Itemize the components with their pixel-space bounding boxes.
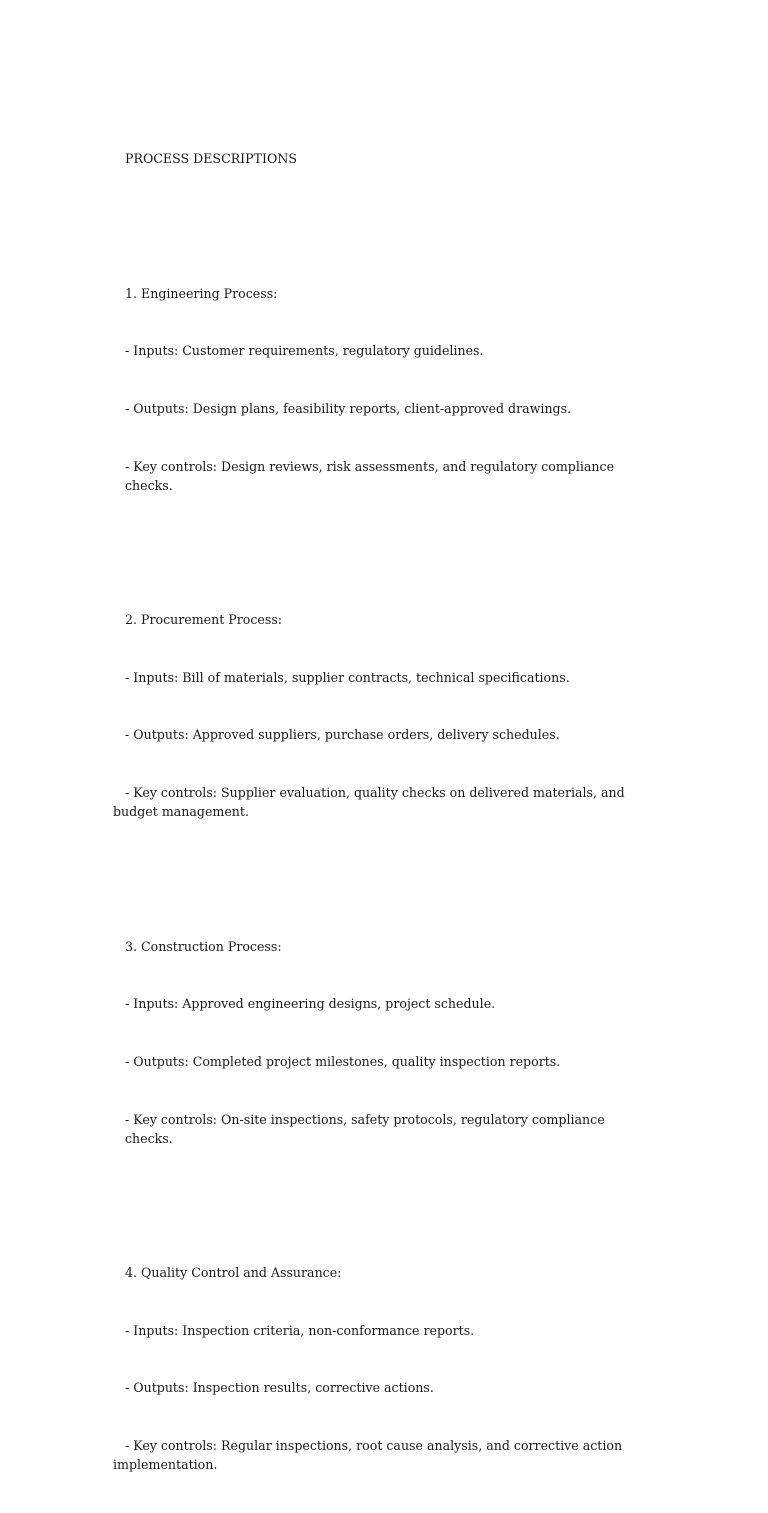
section-heading: 4. Quality Control and Assurance: xyxy=(125,1265,342,1281)
document-title: PROCESS DESCRIPTIONS xyxy=(125,151,297,167)
blank-line xyxy=(113,533,653,552)
section-key-controls: - Key controls: Regular inspections, root cause analysis, and corrective action implementation. xyxy=(113,1437,627,1473)
blank-line xyxy=(113,1186,653,1205)
section-inputs: - Inputs: Inspection criteria, non-conformance reports. xyxy=(125,1322,475,1338)
section-heading: 2. Procurement Process: xyxy=(125,612,283,628)
section-key-controls: - Key controls: On-site inspections, safety protocols, regulatory compliance checks. xyxy=(125,1111,609,1146)
section-key-controls: - Key controls: Design reviews, risk assessments, and regulatory compliance checks. xyxy=(125,458,619,493)
blank-line xyxy=(113,207,653,226)
section-outputs: - Outputs: Inspection results, corrective actions. xyxy=(125,1380,434,1396)
section-inputs: - Inputs: Approved engineering designs, project schedule. xyxy=(125,996,496,1012)
section-key-controls: - Key controls: Supplier evaluation, quality checks on delivered materials, and budget management. xyxy=(113,785,629,820)
section-inputs: - Inputs: Bill of materials, supplier contracts, technical specifications. xyxy=(125,669,570,685)
document-body xyxy=(113,111,653,1513)
section-outputs: - Outputs: Approved suppliers, purchase orders, delivery schedules. xyxy=(125,727,560,743)
section-heading: 1. Engineering Process: xyxy=(125,285,278,301)
section-inputs: - Inputs: Customer requirements, regulatory guidelines. xyxy=(125,343,484,359)
blank-line xyxy=(113,860,653,879)
section-outputs: - Outputs: Design plans, feasibility reports, client-approved drawings. xyxy=(125,401,572,417)
section-heading: 3. Construction Process: xyxy=(125,938,282,954)
section-outputs: - Outputs: Completed project milestones, quality inspection reports. xyxy=(125,1053,561,1069)
